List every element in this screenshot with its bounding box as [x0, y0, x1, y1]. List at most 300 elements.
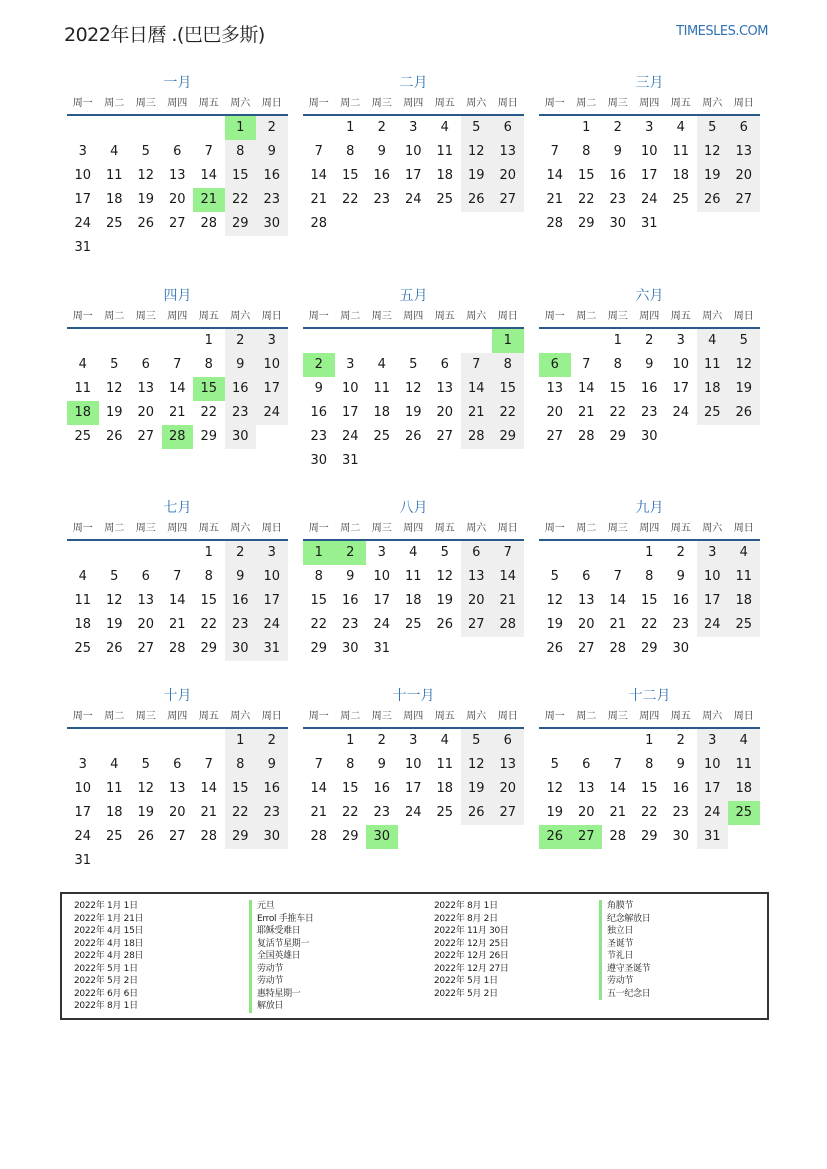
- day-cell[interactable]: 22: [492, 401, 524, 425]
- day-cell[interactable]: 30: [366, 825, 398, 849]
- day-cell[interactable]: 12: [728, 353, 760, 377]
- day-cell[interactable]: 28: [609, 641, 627, 656]
- day-cell[interactable]: 20: [137, 405, 155, 420]
- day-cell[interactable]: 2: [377, 120, 386, 135]
- day-cell[interactable]: 19: [697, 164, 729, 188]
- day-cell[interactable]: 11: [436, 144, 454, 159]
- day-cell[interactable]: 16: [225, 589, 257, 613]
- day-cell[interactable]: 7: [204, 757, 213, 772]
- day-cell[interactable]: 15: [640, 781, 658, 796]
- day-cell[interactable]: 16: [341, 593, 359, 608]
- day-cell[interactable]: 25: [672, 192, 690, 207]
- day-cell[interactable]: 5: [461, 729, 493, 753]
- day-cell[interactable]: 29: [640, 641, 658, 656]
- day-cell[interactable]: 20: [168, 192, 186, 207]
- day-cell[interactable]: 28: [492, 613, 524, 637]
- day-cell[interactable]: 18: [672, 168, 690, 183]
- day-cell[interactable]: 24: [697, 613, 729, 637]
- day-cell[interactable]: 21: [461, 401, 493, 425]
- day-cell[interactable]: 13: [492, 753, 524, 777]
- day-cell[interactable]: 16: [310, 405, 328, 420]
- day-cell[interactable]: 26: [436, 617, 454, 632]
- day-cell[interactable]: 3: [409, 120, 418, 135]
- day-cell[interactable]: 1: [613, 333, 622, 348]
- day-cell[interactable]: 25: [404, 617, 422, 632]
- day-cell[interactable]: 18: [105, 805, 123, 820]
- day-cell[interactable]: 23: [373, 192, 391, 207]
- day-cell[interactable]: 21: [168, 405, 186, 420]
- day-cell[interactable]: 28: [461, 425, 493, 449]
- day-cell[interactable]: 23: [672, 617, 690, 632]
- day-cell[interactable]: 21: [310, 805, 328, 820]
- day-cell[interactable]: 2: [645, 333, 654, 348]
- day-cell[interactable]: 4: [377, 357, 386, 372]
- day-cell[interactable]: 27: [168, 829, 186, 844]
- day-cell[interactable]: 12: [546, 781, 564, 796]
- day-cell[interactable]: 9: [377, 757, 386, 772]
- day-cell[interactable]: 10: [697, 753, 729, 777]
- day-cell[interactable]: 16: [672, 593, 690, 608]
- day-cell[interactable]: 6: [582, 757, 591, 772]
- day-cell[interactable]: 14: [492, 565, 524, 589]
- day-cell[interactable]: 5: [141, 144, 150, 159]
- day-cell[interactable]: 9: [377, 144, 386, 159]
- day-cell[interactable]: 22: [341, 192, 359, 207]
- day-cell[interactable]: 23: [373, 805, 391, 820]
- day-cell[interactable]: 3: [256, 541, 288, 565]
- day-cell[interactable]: 27: [436, 429, 454, 444]
- day-cell[interactable]: 7: [582, 357, 591, 372]
- day-cell[interactable]: 10: [74, 168, 92, 183]
- day-cell[interactable]: 28: [162, 425, 194, 449]
- day-cell[interactable]: 20: [436, 405, 454, 420]
- day-cell[interactable]: 26: [105, 641, 123, 656]
- day-cell[interactable]: 17: [256, 377, 288, 401]
- day-cell[interactable]: 2: [303, 353, 335, 377]
- day-cell[interactable]: 25: [436, 192, 454, 207]
- day-cell[interactable]: 3: [697, 541, 729, 565]
- day-cell[interactable]: 4: [110, 144, 119, 159]
- day-cell[interactable]: 28: [200, 216, 218, 231]
- day-cell[interactable]: 16: [640, 381, 658, 396]
- day-cell[interactable]: 17: [697, 589, 729, 613]
- day-cell[interactable]: 30: [256, 212, 288, 236]
- day-cell[interactable]: 24: [341, 429, 359, 444]
- day-cell[interactable]: 3: [645, 120, 654, 135]
- day-cell[interactable]: 7: [204, 144, 213, 159]
- day-cell[interactable]: 16: [256, 777, 288, 801]
- day-cell[interactable]: 24: [672, 405, 690, 420]
- site-logo-text[interactable]: TIMESLES.COM: [676, 24, 768, 39]
- day-cell[interactable]: 11: [105, 168, 123, 183]
- day-cell[interactable]: 17: [373, 593, 391, 608]
- day-cell[interactable]: 17: [74, 805, 92, 820]
- day-cell[interactable]: 4: [676, 120, 685, 135]
- day-cell[interactable]: 18: [436, 781, 454, 796]
- day-cell[interactable]: 2: [676, 545, 685, 560]
- day-cell[interactable]: 11: [672, 144, 690, 159]
- day-cell[interactable]: 12: [697, 140, 729, 164]
- day-cell[interactable]: 10: [256, 353, 288, 377]
- day-cell[interactable]: 7: [613, 569, 622, 584]
- day-cell[interactable]: 12: [137, 781, 155, 796]
- day-cell[interactable]: 11: [728, 753, 760, 777]
- day-cell[interactable]: 12: [436, 569, 454, 584]
- day-cell[interactable]: 8: [645, 757, 654, 772]
- day-cell[interactable]: 24: [373, 617, 391, 632]
- day-cell[interactable]: 26: [137, 829, 155, 844]
- day-cell[interactable]: 29: [225, 825, 257, 849]
- day-cell[interactable]: 18: [697, 377, 729, 401]
- day-cell[interactable]: 23: [225, 401, 257, 425]
- day-cell[interactable]: 22: [640, 617, 658, 632]
- day-cell[interactable]: 10: [404, 757, 422, 772]
- day-cell[interactable]: 10: [672, 357, 690, 372]
- day-cell[interactable]: 3: [409, 733, 418, 748]
- day-cell[interactable]: 24: [74, 216, 92, 231]
- day-cell[interactable]: 17: [697, 777, 729, 801]
- day-cell[interactable]: 25: [728, 801, 760, 825]
- day-cell[interactable]: 18: [74, 617, 92, 632]
- day-cell[interactable]: 10: [74, 781, 92, 796]
- day-cell[interactable]: 28: [200, 829, 218, 844]
- day-cell[interactable]: 31: [256, 637, 288, 661]
- day-cell[interactable]: 26: [461, 801, 493, 825]
- day-cell[interactable]: 1: [346, 120, 355, 135]
- day-cell[interactable]: 10: [697, 565, 729, 589]
- day-cell[interactable]: 12: [105, 381, 123, 396]
- day-cell[interactable]: 5: [697, 116, 729, 140]
- day-cell[interactable]: 28: [546, 216, 564, 231]
- day-cell[interactable]: 20: [492, 777, 524, 801]
- day-cell[interactable]: 2: [377, 733, 386, 748]
- day-cell[interactable]: 7: [173, 569, 182, 584]
- day-cell[interactable]: 10: [341, 381, 359, 396]
- day-cell[interactable]: 18: [373, 405, 391, 420]
- day-cell[interactable]: 19: [404, 405, 422, 420]
- day-cell[interactable]: 9: [676, 569, 685, 584]
- day-cell[interactable]: 25: [436, 805, 454, 820]
- day-cell[interactable]: 15: [193, 377, 225, 401]
- day-cell[interactable]: 27: [137, 641, 155, 656]
- day-cell[interactable]: 29: [310, 641, 328, 656]
- day-cell[interactable]: 16: [373, 781, 391, 796]
- day-cell[interactable]: 29: [577, 216, 595, 231]
- day-cell[interactable]: 5: [440, 545, 449, 560]
- day-cell[interactable]: 18: [404, 593, 422, 608]
- day-cell[interactable]: 15: [640, 593, 658, 608]
- day-cell[interactable]: 16: [672, 781, 690, 796]
- day-cell[interactable]: 23: [256, 188, 288, 212]
- day-cell[interactable]: 24: [697, 801, 729, 825]
- day-cell[interactable]: 6: [492, 729, 524, 753]
- day-cell[interactable]: 24: [74, 829, 92, 844]
- day-cell[interactable]: 20: [168, 805, 186, 820]
- day-cell[interactable]: 29: [200, 641, 218, 656]
- day-cell[interactable]: 21: [310, 192, 328, 207]
- day-cell[interactable]: 25: [105, 829, 123, 844]
- day-cell[interactable]: 8: [346, 144, 355, 159]
- day-cell[interactable]: 23: [640, 405, 658, 420]
- day-cell[interactable]: 31: [74, 853, 92, 868]
- day-cell[interactable]: 10: [373, 569, 391, 584]
- day-cell[interactable]: 14: [200, 168, 218, 183]
- day-cell[interactable]: 27: [577, 641, 595, 656]
- day-cell[interactable]: 3: [78, 757, 87, 772]
- day-cell[interactable]: 30: [225, 425, 257, 449]
- day-cell[interactable]: 20: [728, 164, 760, 188]
- day-cell[interactable]: 5: [550, 569, 559, 584]
- day-cell[interactable]: 2: [225, 541, 257, 565]
- day-cell[interactable]: 22: [225, 801, 257, 825]
- day-cell[interactable]: 15: [577, 168, 595, 183]
- day-cell[interactable]: 16: [373, 168, 391, 183]
- day-cell[interactable]: 16: [225, 377, 257, 401]
- day-cell[interactable]: 13: [577, 593, 595, 608]
- day-cell[interactable]: 12: [461, 140, 493, 164]
- day-cell[interactable]: 4: [409, 545, 418, 560]
- day-cell[interactable]: 28: [609, 829, 627, 844]
- day-cell[interactable]: 17: [672, 381, 690, 396]
- day-cell[interactable]: 17: [404, 781, 422, 796]
- day-cell[interactable]: 22: [310, 617, 328, 632]
- day-cell[interactable]: 4: [728, 729, 760, 753]
- day-cell[interactable]: 23: [672, 805, 690, 820]
- day-cell[interactable]: 29: [225, 212, 257, 236]
- day-cell[interactable]: 25: [728, 613, 760, 637]
- day-cell[interactable]: 6: [141, 357, 150, 372]
- day-cell[interactable]: 27: [461, 613, 493, 637]
- day-cell[interactable]: 12: [105, 593, 123, 608]
- day-cell[interactable]: 26: [697, 188, 729, 212]
- day-cell[interactable]: 5: [550, 757, 559, 772]
- day-cell[interactable]: 25: [74, 641, 92, 656]
- day-cell[interactable]: 11: [436, 757, 454, 772]
- day-cell[interactable]: 1: [492, 329, 524, 353]
- day-cell[interactable]: 1: [225, 116, 257, 140]
- day-cell[interactable]: 10: [256, 565, 288, 589]
- day-cell[interactable]: 28: [310, 216, 328, 231]
- day-cell[interactable]: 8: [314, 569, 323, 584]
- day-cell[interactable]: 26: [546, 641, 564, 656]
- day-cell[interactable]: 10: [640, 144, 658, 159]
- day-cell[interactable]: 28: [310, 829, 328, 844]
- day-cell[interactable]: 21: [546, 192, 564, 207]
- day-cell[interactable]: 26: [105, 429, 123, 444]
- day-cell[interactable]: 30: [341, 641, 359, 656]
- day-cell[interactable]: 19: [137, 192, 155, 207]
- day-cell[interactable]: 14: [609, 781, 627, 796]
- day-cell[interactable]: 9: [645, 357, 654, 372]
- day-cell[interactable]: 7: [492, 541, 524, 565]
- day-cell[interactable]: 21: [577, 405, 595, 420]
- day-cell[interactable]: 13: [436, 381, 454, 396]
- day-cell[interactable]: 19: [105, 617, 123, 632]
- day-cell[interactable]: 3: [346, 357, 355, 372]
- day-cell[interactable]: 5: [141, 757, 150, 772]
- day-cell[interactable]: 20: [577, 617, 595, 632]
- day-cell[interactable]: 5: [409, 357, 418, 372]
- day-cell[interactable]: 1: [645, 733, 654, 748]
- day-cell[interactable]: 25: [697, 401, 729, 425]
- day-cell[interactable]: 6: [461, 541, 493, 565]
- day-cell[interactable]: 6: [728, 116, 760, 140]
- day-cell[interactable]: 8: [613, 357, 622, 372]
- day-cell[interactable]: 14: [168, 381, 186, 396]
- day-cell[interactable]: 13: [577, 781, 595, 796]
- day-cell[interactable]: 12: [404, 381, 422, 396]
- day-cell[interactable]: 17: [640, 168, 658, 183]
- day-cell[interactable]: 8: [225, 753, 257, 777]
- day-cell[interactable]: 27: [168, 216, 186, 231]
- day-cell[interactable]: 16: [609, 168, 627, 183]
- day-cell[interactable]: 5: [461, 116, 493, 140]
- day-cell[interactable]: 27: [571, 825, 603, 849]
- day-cell[interactable]: 21: [193, 188, 225, 212]
- day-cell[interactable]: 13: [168, 781, 186, 796]
- day-cell[interactable]: 9: [225, 353, 257, 377]
- day-cell[interactable]: 30: [672, 641, 690, 656]
- day-cell[interactable]: 8: [225, 140, 257, 164]
- day-cell[interactable]: 15: [341, 781, 359, 796]
- day-cell[interactable]: 8: [204, 357, 213, 372]
- day-cell[interactable]: 29: [640, 829, 658, 844]
- day-cell[interactable]: 9: [346, 569, 355, 584]
- day-cell[interactable]: 2: [676, 733, 685, 748]
- day-cell[interactable]: 15: [341, 168, 359, 183]
- day-cell[interactable]: 22: [200, 617, 218, 632]
- day-cell[interactable]: 12: [461, 753, 493, 777]
- day-cell[interactable]: 26: [404, 429, 422, 444]
- day-cell[interactable]: 24: [256, 401, 288, 425]
- day-cell[interactable]: 22: [225, 188, 257, 212]
- day-cell[interactable]: 18: [436, 168, 454, 183]
- day-cell[interactable]: 17: [341, 405, 359, 420]
- day-cell[interactable]: 6: [141, 569, 150, 584]
- day-cell[interactable]: 22: [341, 805, 359, 820]
- day-cell[interactable]: 31: [697, 825, 729, 849]
- day-cell[interactable]: 11: [74, 593, 92, 608]
- day-cell[interactable]: 6: [173, 757, 182, 772]
- day-cell[interactable]: 1: [645, 545, 654, 560]
- day-cell[interactable]: 30: [609, 216, 627, 231]
- day-cell[interactable]: 13: [461, 565, 493, 589]
- day-cell[interactable]: 13: [137, 593, 155, 608]
- day-cell[interactable]: 15: [492, 377, 524, 401]
- day-cell[interactable]: 6: [492, 116, 524, 140]
- day-cell[interactable]: 19: [105, 405, 123, 420]
- day-cell[interactable]: 28: [168, 641, 186, 656]
- day-cell[interactable]: 8: [346, 757, 355, 772]
- day-cell[interactable]: 13: [728, 140, 760, 164]
- day-cell[interactable]: 22: [609, 405, 627, 420]
- day-cell[interactable]: 30: [225, 637, 257, 661]
- day-cell[interactable]: 23: [310, 429, 328, 444]
- day-cell[interactable]: 5: [110, 569, 119, 584]
- day-cell[interactable]: 2: [225, 329, 257, 353]
- day-cell[interactable]: 4: [697, 329, 729, 353]
- day-cell[interactable]: 27: [137, 429, 155, 444]
- day-cell[interactable]: 14: [200, 781, 218, 796]
- day-cell[interactable]: 19: [137, 805, 155, 820]
- day-cell[interactable]: 15: [225, 777, 257, 801]
- day-cell[interactable]: 18: [67, 401, 99, 425]
- day-cell[interactable]: 9: [613, 144, 622, 159]
- day-cell[interactable]: 15: [200, 593, 218, 608]
- day-cell[interactable]: 19: [728, 377, 760, 401]
- day-cell[interactable]: 14: [577, 381, 595, 396]
- day-cell[interactable]: 1: [204, 333, 213, 348]
- day-cell[interactable]: 19: [546, 805, 564, 820]
- day-cell[interactable]: 7: [613, 757, 622, 772]
- day-cell[interactable]: 23: [225, 613, 257, 637]
- day-cell[interactable]: 6: [582, 569, 591, 584]
- day-cell[interactable]: 8: [645, 569, 654, 584]
- day-cell[interactable]: 20: [461, 589, 493, 613]
- day-cell[interactable]: 1: [225, 729, 257, 753]
- day-cell[interactable]: 2: [613, 120, 622, 135]
- day-cell[interactable]: 9: [676, 757, 685, 772]
- day-cell[interactable]: 5: [728, 329, 760, 353]
- day-cell[interactable]: 14: [609, 593, 627, 608]
- day-cell[interactable]: 21: [492, 589, 524, 613]
- day-cell[interactable]: 17: [74, 192, 92, 207]
- day-cell[interactable]: 14: [168, 593, 186, 608]
- day-cell[interactable]: 3: [78, 144, 87, 159]
- day-cell[interactable]: 3: [676, 333, 685, 348]
- day-cell[interactable]: 7: [461, 353, 493, 377]
- day-cell[interactable]: 18: [728, 589, 760, 613]
- day-cell[interactable]: 13: [546, 381, 564, 396]
- day-cell[interactable]: 3: [377, 545, 386, 560]
- day-cell[interactable]: 26: [728, 401, 760, 425]
- day-cell[interactable]: 8: [204, 569, 213, 584]
- day-cell[interactable]: 30: [256, 825, 288, 849]
- day-cell[interactable]: 12: [546, 593, 564, 608]
- day-cell[interactable]: 13: [137, 381, 155, 396]
- day-cell[interactable]: 12: [137, 168, 155, 183]
- day-cell[interactable]: 1: [204, 545, 213, 560]
- day-cell[interactable]: 17: [404, 168, 422, 183]
- day-cell[interactable]: 27: [492, 188, 524, 212]
- day-cell[interactable]: 6: [539, 353, 571, 377]
- day-cell[interactable]: 14: [546, 168, 564, 183]
- day-cell[interactable]: 9: [256, 140, 288, 164]
- day-cell[interactable]: 4: [440, 120, 449, 135]
- day-cell[interactable]: 29: [609, 429, 627, 444]
- day-cell[interactable]: 8: [582, 144, 591, 159]
- day-cell[interactable]: 14: [310, 781, 328, 796]
- day-cell[interactable]: 29: [200, 429, 218, 444]
- day-cell[interactable]: 14: [461, 377, 493, 401]
- day-cell[interactable]: 24: [256, 613, 288, 637]
- day-cell[interactable]: 5: [110, 357, 119, 372]
- day-cell[interactable]: 11: [697, 353, 729, 377]
- day-cell[interactable]: 31: [74, 240, 92, 255]
- day-cell[interactable]: 20: [546, 405, 564, 420]
- day-cell[interactable]: 21: [168, 617, 186, 632]
- day-cell[interactable]: 20: [492, 164, 524, 188]
- day-cell[interactable]: 27: [546, 429, 564, 444]
- day-cell[interactable]: 9: [314, 381, 323, 396]
- day-cell[interactable]: 15: [310, 593, 328, 608]
- day-cell[interactable]: 21: [609, 617, 627, 632]
- day-cell[interactable]: 24: [640, 192, 658, 207]
- day-cell[interactable]: 19: [546, 617, 564, 632]
- day-cell[interactable]: 13: [492, 140, 524, 164]
- day-cell[interactable]: 4: [728, 541, 760, 565]
- day-cell[interactable]: 23: [609, 192, 627, 207]
